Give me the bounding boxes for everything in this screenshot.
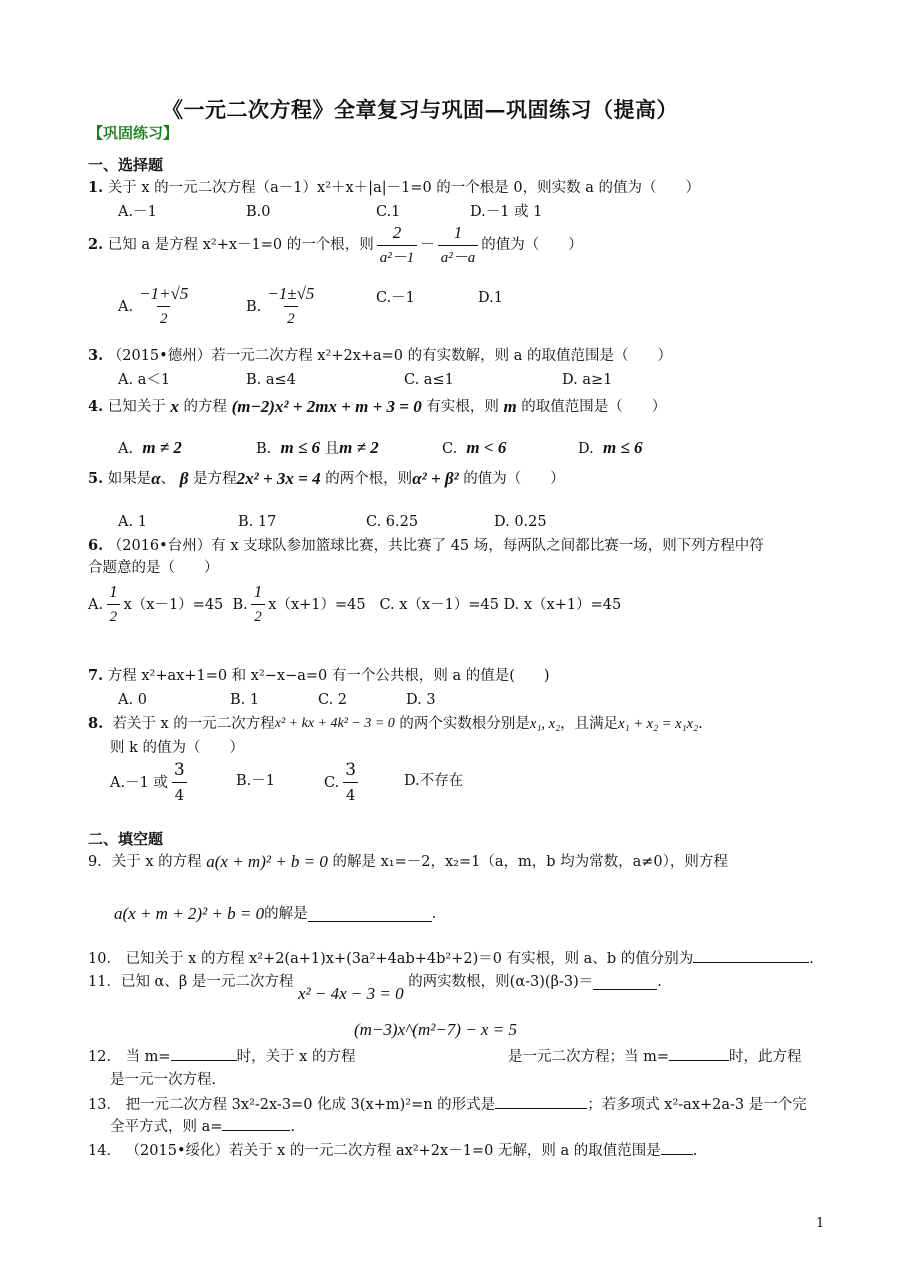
answer-blank[interactable] bbox=[693, 948, 809, 963]
question-9: 9． 关于 x 的方程 a(x + m)² + b = 0 的解是 x₁=－2，x₂=1（a，m，b 均为常数，a≠0），则方程 bbox=[88, 852, 728, 871]
fraction-three-quarters: $\frac{3}{4}$ bbox=[171, 760, 188, 805]
q2-option-a: A. $\frac{-1+√5}{2}$ bbox=[118, 284, 194, 329]
question-number: 4. bbox=[88, 398, 104, 415]
section-fill-heading: 二、填空题 bbox=[88, 830, 164, 848]
page-title: 《一元二次方程》全章复习与巩固—巩固练习（提高） bbox=[162, 97, 678, 122]
q6-option-b-label: B. bbox=[232, 596, 248, 613]
q2-option-c: C.－1 bbox=[376, 290, 415, 306]
question-12-right: 是一元二次方程；当 m= 时，此方程 bbox=[508, 1046, 802, 1067]
q1-option-c: C.1 bbox=[376, 204, 401, 220]
fraction-one-half: $\frac{1}{2}$ bbox=[106, 582, 121, 627]
fraction-1-over-a2-minus-a: $\frac{1}{\text{a²－a}}$ bbox=[438, 223, 479, 268]
q6-option-a-label: A. bbox=[88, 596, 104, 613]
question-number: 12． bbox=[88, 1049, 121, 1065]
q12-equation: (m−3)x^(m²−7) − x = 5 bbox=[354, 1020, 517, 1039]
question-number: 5. bbox=[88, 470, 104, 487]
question-13-line2: 全平方式，则 a= . bbox=[110, 1116, 295, 1137]
minus-sign: － bbox=[420, 237, 435, 253]
question-1 bbox=[88, 178, 700, 198]
fraction-one-half: $\frac{1}{2}$ bbox=[251, 582, 266, 627]
q5-option-b: B. 17 bbox=[238, 514, 277, 530]
q4-option-a: A. m ≠ 2 bbox=[118, 438, 182, 457]
q6-option-cd: C. x（x－1）=45 D. x（x+1）=45 bbox=[379, 596, 622, 613]
question-2 bbox=[88, 222, 583, 268]
question-3 bbox=[88, 346, 672, 366]
question-9-line2: a(x + m + 2)² + b = 0 的解是 . bbox=[114, 904, 437, 923]
question-number: 6. bbox=[88, 537, 104, 554]
question-number: 1. bbox=[88, 179, 104, 196]
question-12-line2: 是一元一次方程. bbox=[110, 1072, 217, 1088]
q3-option-b: B. a≤4 bbox=[246, 372, 296, 388]
question-8: 8. 若关于 x 的一元二次方程 x² + kx + 4k² − 3 = 0 的两个实数根分别是 x₁, x₂ ，且满足 x₁ + x₂ = x₁x₂ . bbox=[88, 715, 703, 732]
q1-option-a: A.－1 bbox=[118, 204, 157, 220]
page-number: 1 bbox=[816, 1216, 825, 1231]
q8-option-c: C. $\frac{3}{4}$ bbox=[324, 760, 362, 805]
q8-option-b: B.－1 bbox=[236, 773, 275, 789]
q5-option-d: D. 0.25 bbox=[494, 514, 547, 530]
question-12: 12． 当 m= 时，关于 x 的方程 bbox=[88, 1046, 355, 1067]
q4-option-d: D. m ≤ 6 bbox=[578, 438, 643, 457]
equation-2: a(x + m + 2)² + b = 0 bbox=[114, 904, 265, 923]
variable-m: m bbox=[503, 397, 517, 416]
question-13: 13． 把一元二次方程 3x²-2x-3=0 化成 3(x+m)²=n 的形式是 ；若多项式 x²-ax+2a-3 是一个完 bbox=[88, 1094, 807, 1115]
q4-option-c: C. m < 6 bbox=[442, 438, 507, 457]
q8-option-a: A.－1 或 $\frac{3}{4}$ bbox=[110, 760, 191, 805]
question-7 bbox=[88, 666, 550, 686]
question-number: 13． bbox=[88, 1097, 121, 1113]
fraction-option-b: $\frac{-1\pm√5}{2}$ bbox=[267, 284, 315, 327]
question-10: 10． 已知关于 x 的方程 x²+2(a+1)x+(3a²+4ab+4b²+2)＝0 有实根，则 a、b 的值分别为 . bbox=[88, 948, 814, 969]
equation: 2x² + 3x = 4 bbox=[236, 469, 321, 488]
question-text: 已知 a 是方程 x²+x－1=0 的一个根，则 bbox=[107, 237, 374, 253]
practice-tag: 【巩固练习】 bbox=[88, 124, 179, 142]
q5-option-c: C. 6.25 bbox=[366, 514, 419, 530]
question-number: 2. bbox=[88, 236, 104, 253]
question-number: 3. bbox=[88, 347, 104, 364]
variable-x: x bbox=[170, 397, 179, 416]
alpha-symbol: α bbox=[151, 469, 161, 488]
equation: (m−2)x² + 2mx + m + 3 = 0 bbox=[231, 397, 422, 416]
answer-blank[interactable] bbox=[171, 1046, 237, 1061]
section-choice-heading: 一、选择题 bbox=[88, 156, 164, 174]
fraction-option-a: $\frac{-1+√5}{2}$ bbox=[139, 284, 189, 327]
q7-option-d: D. 3 bbox=[406, 692, 436, 708]
question-11: 11． 已知 α、β 是一元二次方程 x² − 4x − 3 = 0 的两实数根，则(α-3)(β-3)＝ . bbox=[88, 974, 662, 1003]
answer-blank[interactable] bbox=[669, 1046, 729, 1061]
q5-option-a: A. 1 bbox=[118, 514, 147, 530]
answer-blank[interactable] bbox=[222, 1116, 290, 1131]
question-text: 关于 x 的一元二次方程（a－1）x²＋x＋|a|－1=0 的一个根是 0，则实数 a 的值为（ ） bbox=[107, 180, 701, 196]
question-number: 14． bbox=[88, 1143, 121, 1159]
question-6-line2: 合题意的是（ ） bbox=[88, 560, 219, 576]
question-text: 方程 x²+ax+1=0 和 x²−x−a=0 有一个公共根，则 a 的值是( ) bbox=[107, 668, 550, 684]
answer-blank[interactable] bbox=[495, 1094, 587, 1109]
question-number: 11． bbox=[88, 974, 121, 990]
q1-option-b: B.0 bbox=[246, 204, 271, 220]
q8-option-d: D.不存在 bbox=[404, 773, 464, 789]
question-4: 4. 已知关于 x 的方程 (m−2)x² + 2mx + m + 3 = 0 有实根，则 m 的取值范围是（ ） bbox=[88, 397, 667, 416]
question-8-line2: 则 k 的值为（ ） bbox=[110, 740, 245, 756]
question-text: 的值为（ ） bbox=[481, 237, 583, 253]
equation-1: a(x + m)² + b = 0 bbox=[206, 852, 328, 871]
q3-option-a: A. a＜1 bbox=[118, 372, 171, 388]
answer-blank[interactable] bbox=[661, 1140, 693, 1155]
beta-symbol: β bbox=[179, 469, 189, 488]
expression: α² + β² bbox=[412, 469, 459, 488]
fraction-three-quarters: $\frac{3}{4}$ bbox=[342, 760, 359, 805]
condition: x₁ + x₂ = x₁x₂ bbox=[618, 716, 699, 732]
question-number: 9． bbox=[88, 854, 112, 870]
equation: x² + kx + 4k² − 3 = 0 bbox=[274, 716, 395, 731]
q4-option-b: B. m ≤ 6 且m ≠ 2 bbox=[256, 438, 379, 457]
equation: x² − 4x − 3 = 0 bbox=[297, 984, 404, 1003]
q1-option-d: D.－1 或 1 bbox=[470, 204, 543, 220]
question-6 bbox=[88, 536, 764, 556]
q7-option-c: C. 2 bbox=[318, 692, 348, 708]
q3-option-d: D. a≥1 bbox=[562, 372, 613, 388]
q3-option-c: C. a≤1 bbox=[404, 372, 454, 388]
q6-option-a-text: x（x－1）=45 bbox=[123, 596, 224, 613]
q6-option-b-text: x（x+1）=45 bbox=[268, 596, 366, 613]
answer-blank[interactable] bbox=[593, 975, 657, 990]
q6-options bbox=[88, 582, 621, 627]
question-number: 8. bbox=[88, 715, 104, 732]
question-number: 7. bbox=[88, 667, 104, 684]
question-text: （2015•德州）若一元二次方程 x²+2x+a=0 的有实数解，则 a 的取值范围是（ ） bbox=[107, 348, 672, 364]
q7-option-b: B. 1 bbox=[230, 692, 260, 708]
question-number: 10． bbox=[88, 951, 121, 967]
fraction-2-over-a2-minus-1: $\frac{2}{\text{a²－1}}$ bbox=[377, 223, 418, 268]
answer-blank[interactable] bbox=[308, 907, 432, 922]
roots: x₁, x₂ bbox=[529, 716, 561, 732]
q2-option-b: B. $\frac{-1\pm√5}{2}$ bbox=[246, 284, 320, 329]
q2-option-d: D.1 bbox=[478, 290, 503, 306]
question-text: （2016•台州）有 x 支球队参加篮球比赛，共比赛了 45 场，每两队之间都比赛一场，则下列方程中符 bbox=[107, 538, 764, 554]
question-5: 5. 如果是 α 、 β 是方程 2x² + 3x = 4 的两个根，则 α² + β² 的值为（ ） bbox=[88, 469, 565, 488]
q7-option-a: A. 0 bbox=[118, 692, 147, 708]
question-14: 14． （2015•绥化）若关于 x 的一元二次方程 ax²+2x－1=0 无解，则 a 的取值范围是 . bbox=[88, 1140, 697, 1161]
